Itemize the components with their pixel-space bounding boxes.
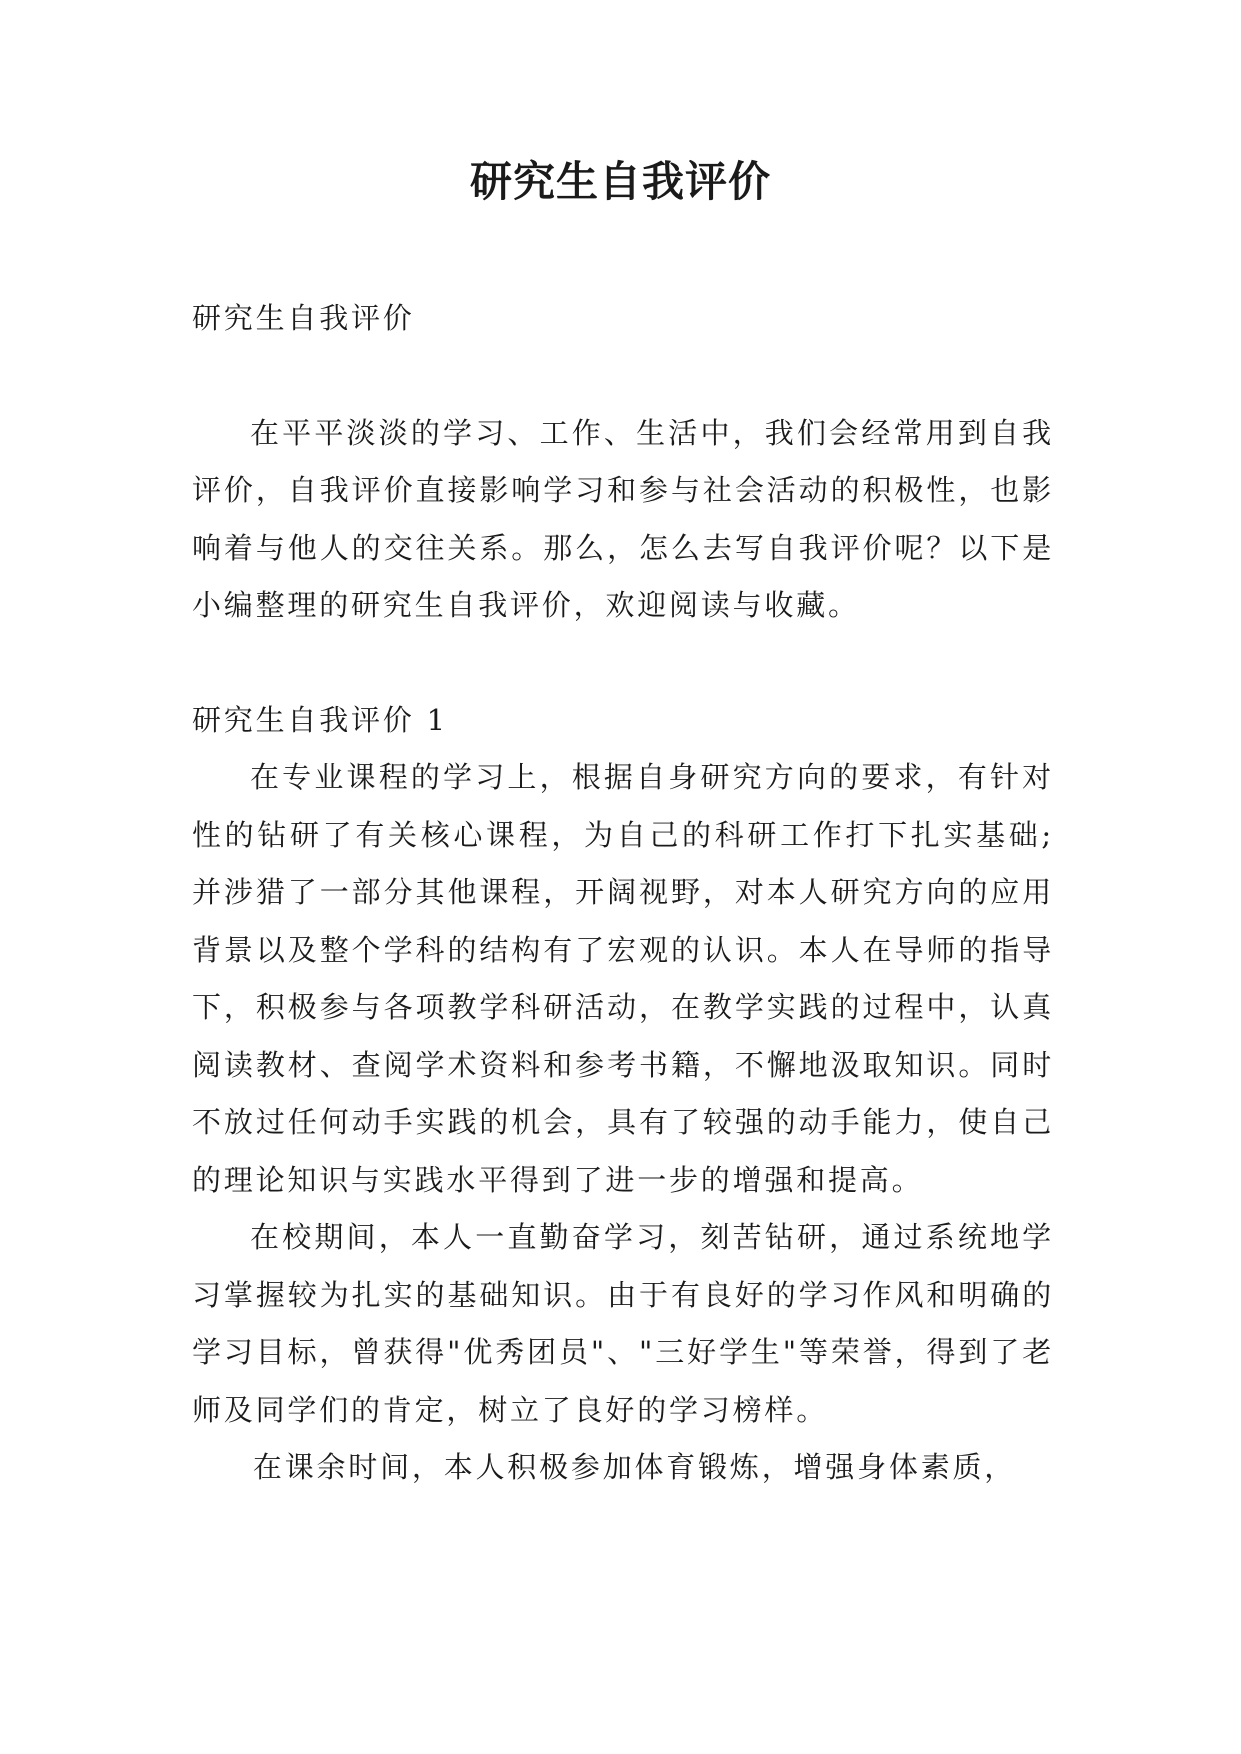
document-title: 研究生自我评价 bbox=[469, 157, 771, 206]
document-subtitle: 研究生自我评价 bbox=[192, 301, 415, 335]
body-paragraph: 在校期间，本人一直勤奋学习，刻苦钻研，通过系统地学习掌握较为扎实的基础知识。由于有良好的学习作风和明确的学习目标，曾获得"优秀团员"、"三好学生"等荣誉，得到了老师及同学们的肯定，树立了良好的学习榜样。 bbox=[192, 1220, 1054, 1427]
body-paragraph: 在专业课程的学习上，根据自身研究方向的要求，有针对性的钻研了有关核心课程，为自己的科研工作打下扎实基础;并涉猎了一部分其他课程，开阔视野，对本人研究方向的应用背景以及整个学科的结构有了宏观的认识。本人在导师的指导下，积极参与各项教学科研活动，在教学实践的过程中，认真阅读教材、查阅学术资料和参考书籍，不懈地汲取知识。同时不放过任何动手实践的机会，具有了较强的动手能力，使自己的理论知识与实践水平得到了进一步的增强和提高。 bbox=[192, 760, 1054, 1197]
body-paragraph: 在课余时间，本人积极参加体育锻炼，增强身体素质， bbox=[252, 1450, 1017, 1484]
intro-paragraph: 在平平淡淡的学习、工作、生活中，我们会经常用到自我评价，自我评价直接影响学习和参与社会活动的积极性，也影响着与他人的交往关系。那么，怎么去写自我评价呢？以下是小编整理的研究生自我评价，欢迎阅读与收藏。 bbox=[192, 415, 1054, 622]
section-heading: 研究生自我评价 1 bbox=[192, 702, 448, 737]
document-body bbox=[192, 290, 1054, 1497]
